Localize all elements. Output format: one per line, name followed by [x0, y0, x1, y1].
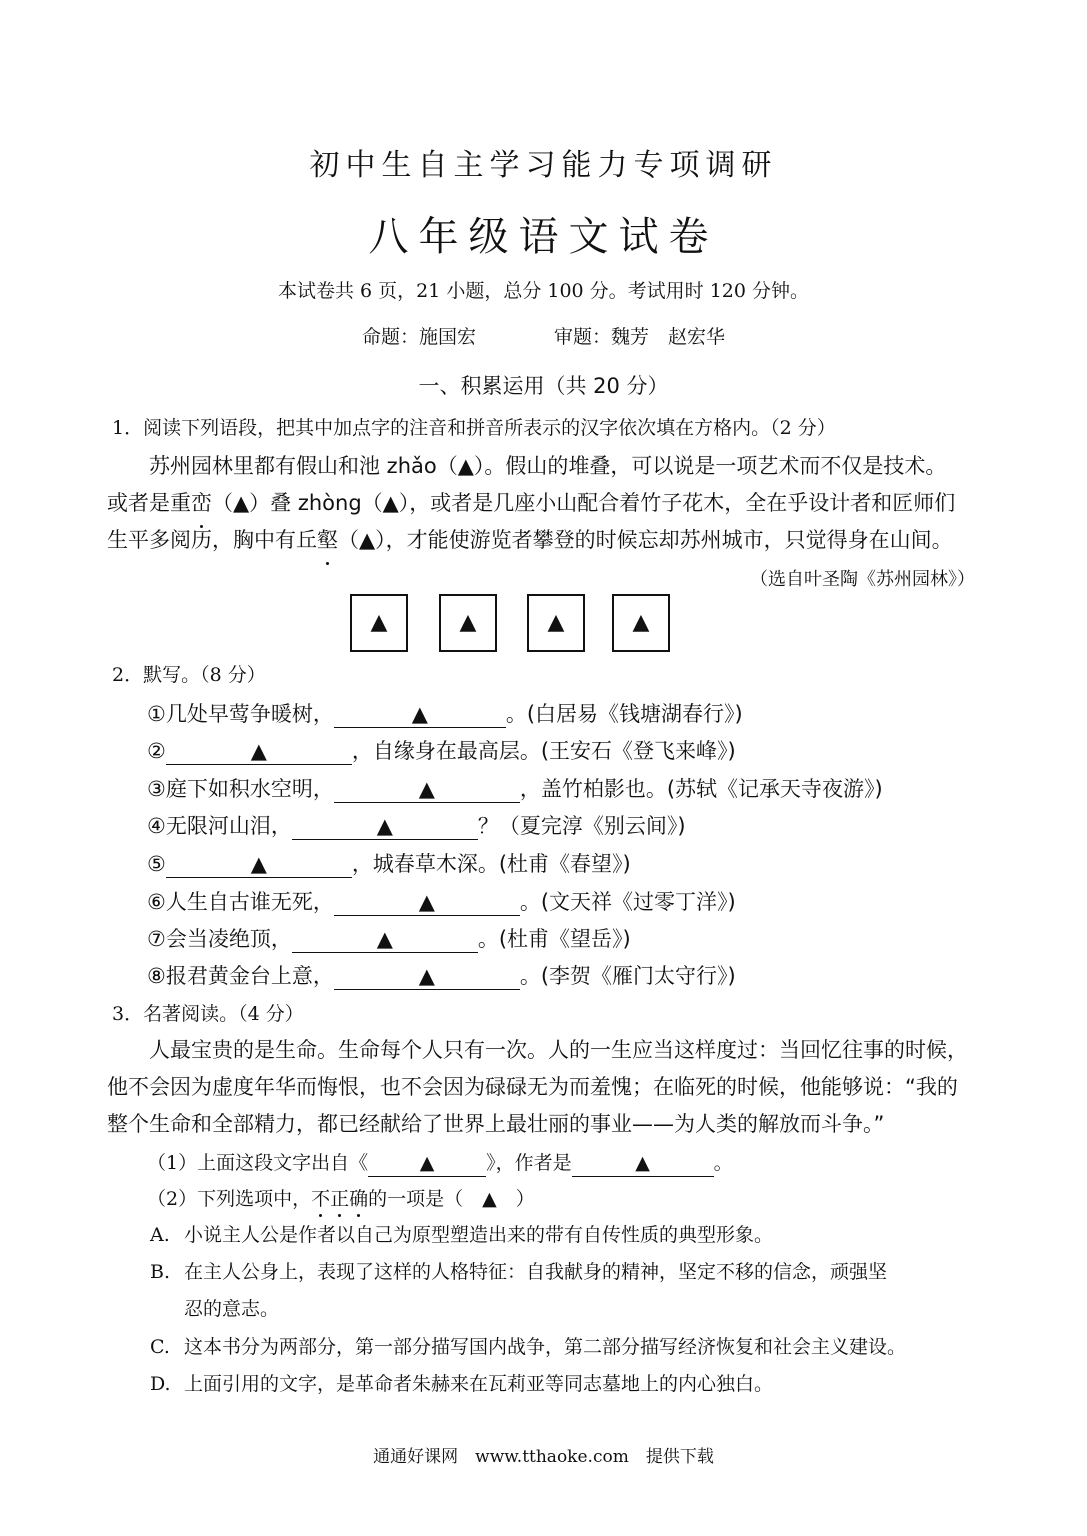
item-suffix: 。(文天祥《过零丁洋》): [519, 890, 736, 914]
item-suffix: ？（夏完淳《别云间》): [477, 814, 686, 838]
item-suffix: ，城春草木深。(杜甫《春望》): [351, 852, 631, 876]
option-tag: A.: [150, 1224, 170, 1246]
recitation-item: [147, 960, 736, 990]
q1-line3-b: （▲），才能使游览者攀登的时候忘却苏州城市，只觉得身在山间。: [338, 528, 953, 552]
sub1-text-c: 。: [713, 1152, 733, 1174]
exam-main-title: 初中生自主学习能力专项调研: [309, 148, 778, 183]
exam-authors: [0, 322, 1087, 349]
q1-line3-a: 生平多阅历，胸中有丘: [107, 528, 317, 552]
option-text: 上面引用的文字，是革命者朱赫来在瓦莉亚等同志墓地上的内心独白。: [184, 1373, 774, 1395]
item-prefix: ⑤: [147, 852, 166, 876]
recitation-item: [147, 848, 631, 878]
recitation-item: [147, 923, 631, 953]
item-prefix: ⑥人生自古谁无死，: [147, 890, 334, 914]
fill-blank-author[interactable]: ▲: [572, 1150, 714, 1177]
sub1-text-b: 》，作者是: [486, 1152, 572, 1174]
sub2-text-b: 的一项是（ ▲ ）: [368, 1188, 535, 1210]
q1-line1: 苏州园林里都有假山和池 zhǎo（▲）。假山的堆叠，可以说是一项艺术而不仅是技术。: [149, 454, 947, 478]
q2-stem: 2．默写。（8 分）: [112, 664, 266, 686]
fill-blank[interactable]: ▲: [334, 776, 520, 803]
reviewer-label: 审题：魏芳 赵宏华: [554, 326, 726, 348]
answer-box[interactable]: ▲: [527, 594, 585, 652]
fill-blank-book[interactable]: ▲: [368, 1150, 486, 1177]
recitation-item: [147, 735, 736, 765]
item-suffix: 。(杜甫《望岳》): [477, 927, 631, 951]
item-prefix: ①几处早莺争暖树，: [147, 702, 334, 726]
sub1-text-a: （1）上面这段文字出自《: [147, 1152, 369, 1174]
q1-passage: [107, 448, 987, 559]
answer-box[interactable]: ▲: [439, 594, 497, 652]
dotted-char: 确: [349, 1184, 368, 1211]
q3-passage-line2: 他不会因为虚度年华而悔恨，也不会因为碌碌无为而羞愧；在临死的时候，他能够说：“我的: [107, 1075, 958, 1099]
item-prefix: ⑦会当凌绝顶，: [147, 927, 292, 951]
q3-passage-line3: 整个生命和全部精力，都已经献给了世界上最壮丽的事业——为人类的解放而斗争。”: [107, 1112, 885, 1136]
recitation-item: [147, 698, 743, 728]
option-text: 小说主人公是作者以自己为原型塑造出来的带有自传性质的典型形象。: [184, 1224, 774, 1246]
answer-boxes: [350, 594, 670, 650]
item-suffix: 。(白居易《钱塘湖春行》): [505, 702, 743, 726]
fill-blank[interactable]: ▲: [334, 701, 506, 728]
option-text: 在主人公身上，表现了这样的人格特征：自我献身的精神，坚定不移的信念，顽强坚: [184, 1261, 888, 1283]
q3-passage: [107, 1032, 987, 1143]
item-suffix: ，自缘身在最高层。(王安石《登飞来峰》): [351, 739, 736, 763]
answer-box[interactable]: ▲: [350, 594, 408, 652]
recitation-item: [147, 773, 883, 803]
q1-line2-a: 或者是重: [107, 491, 191, 515]
fill-blank[interactable]: ▲: [334, 963, 520, 990]
fill-blank[interactable]: ▲: [292, 926, 478, 953]
recitation-item: [147, 886, 736, 916]
answer-box[interactable]: ▲: [612, 594, 670, 652]
option-d: [150, 1366, 990, 1403]
fill-blank[interactable]: ▲: [292, 813, 478, 840]
fill-blank[interactable]: ▲: [166, 851, 352, 878]
item-suffix: ，盖竹柏影也。(苏轼《记承天寺夜游》): [519, 777, 883, 801]
option-text-continued: 忍的意志。: [184, 1298, 280, 1320]
exam-subtitle: 八年级语文试卷: [368, 214, 719, 260]
option-b: [150, 1254, 990, 1328]
option-text: 这本书分为两部分，第一部分描写国内战争，第二部分描写经济恢复和社会主义建设。: [184, 1336, 907, 1358]
recitation-item: [147, 810, 686, 840]
option-a: [150, 1217, 990, 1254]
q3-stem: 3．名著阅读。（4 分）: [112, 1003, 304, 1025]
q1-stem: 1．阅读下列语段，把其中加点字的注音和拼音所表示的汉字依次填在方格内。（2 分）: [112, 417, 836, 439]
item-prefix: ③庭下如积水空明，: [147, 777, 334, 801]
option-tag: C.: [150, 1336, 170, 1358]
dotted-char: 正: [330, 1184, 349, 1211]
option-tag: B.: [150, 1261, 171, 1283]
option-c: [150, 1329, 990, 1366]
q1-dotted-char-1: 峦: [191, 485, 212, 522]
sub2-text-a: （2）下列选项中，: [147, 1188, 312, 1210]
dotted-char: 不: [311, 1184, 330, 1211]
exam-info: 本试卷共 6 页，21 小题，总分 100 分。考试用时 120 分钟。: [277, 280, 810, 302]
item-prefix: ②: [147, 739, 166, 763]
item-prefix: ⑧报君黄金台上意，: [147, 964, 334, 988]
q3-sub2: [147, 1184, 535, 1211]
fill-blank[interactable]: ▲: [166, 738, 352, 765]
setter-label: 命题：施国宏: [361, 326, 476, 348]
q1-source: （选自叶圣陶《苏州园林》）: [750, 569, 975, 590]
q3-passage-line1: 人最宝贵的是生命。生命每个人只有一次。人的一生应当这样度过：当回忆往事的时候，: [149, 1038, 968, 1062]
q1-dotted-char-2: 壑: [317, 522, 338, 559]
q3-sub1: [147, 1148, 733, 1177]
q1-line2-b: （▲）叠 zhòng（▲），或者是几座小山配合着竹子花木，全在乎设计者和匠师们: [212, 491, 956, 515]
item-prefix: ④无限河山泪，: [147, 814, 292, 838]
fill-blank[interactable]: ▲: [334, 889, 520, 916]
footer-source: 通通好课网 www.tthaoke.com 提供下载: [373, 1447, 714, 1467]
item-suffix: 。(李贺《雁门太守行》): [519, 964, 736, 988]
section-heading: 一、积累运用（共 20 分）: [418, 374, 669, 398]
option-tag: D.: [150, 1373, 171, 1395]
